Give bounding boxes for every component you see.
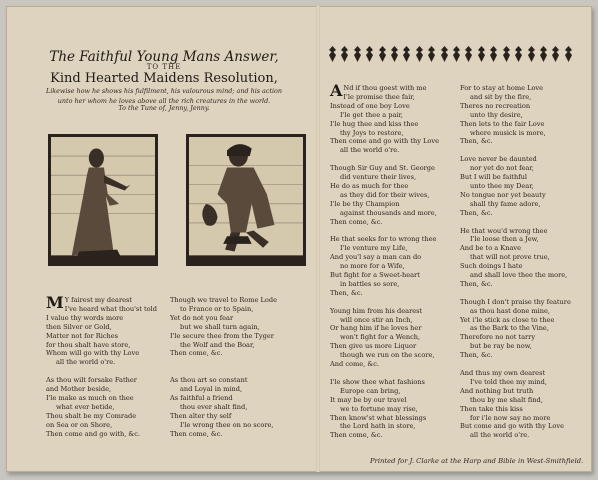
verse-line: But come and go with thy Love xyxy=(460,422,564,431)
verse-line: where musick is more, xyxy=(470,128,546,137)
verse-line: Instead of one boy Love xyxy=(330,101,410,110)
verse-line: all the world o're. xyxy=(56,358,116,367)
verse-line: then Silver or Gold, xyxy=(46,322,112,331)
verse-column-2 xyxy=(170,296,310,439)
verse-line: Yet do not you fear xyxy=(170,313,234,322)
verse-line: Then alter thy self xyxy=(170,411,232,420)
verse-line: nor yet do not fear, xyxy=(470,164,534,173)
fleuron-icon xyxy=(340,46,349,62)
verse-line: unto thy desire, xyxy=(470,110,523,119)
verse-line: It may be by our travel xyxy=(330,395,407,404)
verse-line: Therefore no not tarry xyxy=(460,333,536,342)
verse-line: And come, &c. xyxy=(330,360,379,369)
verse-line xyxy=(170,358,310,367)
verse-line xyxy=(170,367,310,376)
verse-line: for i'le now say no more xyxy=(470,413,551,422)
verse-line: in battles so sore, xyxy=(340,279,400,288)
fleuron-icon xyxy=(477,46,486,62)
verse-line: I'le be thy Champion xyxy=(330,199,400,208)
verse-line: I've heard what thou'st told xyxy=(64,304,157,313)
verse-line: Then come and go with thy Love xyxy=(330,137,440,146)
verse-line: And nothing but truth xyxy=(460,386,534,395)
man-figure-icon xyxy=(189,137,303,263)
verse-line: Thou shalt be my Comrade xyxy=(46,411,137,420)
verse-line: I'le get thee a pair, xyxy=(340,110,404,119)
verse-line: Though I don't praise thy feature xyxy=(460,297,571,306)
verse-line: Then lets to the fair Love xyxy=(460,119,545,128)
verse-line: but be ray be now, xyxy=(470,342,532,351)
verse-line: Matter not for Riches xyxy=(46,331,119,340)
verse-column-3 xyxy=(330,81,458,440)
verse-line: Then come, &c. xyxy=(330,431,383,440)
verse-line: as they did for their wives, xyxy=(340,190,430,199)
verse-line: For to stay at home Love xyxy=(460,84,544,92)
verse-line: Then know'st what blessings xyxy=(330,413,427,422)
verse-line: Then take this kiss xyxy=(460,404,523,413)
verse-line: unto thee my Dear, xyxy=(470,181,534,190)
verse-line: the Lord hath in store, xyxy=(340,422,416,431)
fleuron-icon xyxy=(527,46,536,62)
verse-line xyxy=(330,298,458,307)
verse-line: Then come, &c. xyxy=(170,429,223,438)
verse-line: that will not prove true, xyxy=(470,253,550,262)
verse-line: and Mother beside, xyxy=(46,385,112,394)
fleuron-icon xyxy=(427,46,436,62)
verse-line: against thousands and more, xyxy=(340,208,437,217)
verse-line: But fight for a Sweet-heart xyxy=(330,271,420,280)
fleuron-icon xyxy=(390,46,399,62)
title-main: The Faithful Young Mans Answer, xyxy=(49,49,279,65)
title-second: Kind Hearted Maidens Resolution, xyxy=(50,70,278,86)
left-page xyxy=(6,6,316,472)
verse-line: No tongue nor yet beauty xyxy=(460,190,546,199)
subtitle-line-2: unto her whom he loves above all the rich creatures in the world. xyxy=(57,97,271,106)
verse-line xyxy=(460,289,590,298)
verse-line: and shall love thee the more, xyxy=(470,271,568,280)
ballad-title-block xyxy=(16,50,312,112)
verse-line: Or hang him if he loves her xyxy=(330,324,422,333)
fleuron-icon xyxy=(402,46,411,62)
verse-line: Then come, &c. xyxy=(330,217,383,226)
verse-line: for thou shalt have store, xyxy=(46,340,131,349)
verse-line: to France or to Spain, xyxy=(180,304,254,313)
verse-line: I'le wrong thee on no score, xyxy=(180,420,274,429)
fleuron-icon xyxy=(328,46,337,62)
verse-line: thou by me shalt find, xyxy=(470,395,543,404)
verse-line: all the world o're. xyxy=(470,431,530,440)
verse-line: As thou wilt forsake Father xyxy=(46,376,137,385)
verse-line: but we shall turn again, xyxy=(180,322,260,331)
verse-line: what ever betide, xyxy=(56,402,115,411)
verse-line: all the world o're. xyxy=(340,146,400,155)
verse-line: Then come, &c. xyxy=(170,349,223,358)
verse-line: shall thy fame adore, xyxy=(470,199,541,208)
verse-line: I'le venture my Life, xyxy=(340,244,408,253)
verse-line: I've told thee my mind, xyxy=(470,377,547,386)
verse-line: But I will be faithful xyxy=(460,173,527,182)
verse-line: though we run on the score, xyxy=(340,351,435,360)
verse-line xyxy=(460,360,590,369)
verse-line: Love never be daunted xyxy=(460,155,537,164)
verse-line: Young him from his dearest xyxy=(330,306,423,315)
verse-line: won't fight for a Wench, xyxy=(340,333,421,342)
verse-line: I value thy words more xyxy=(46,313,124,322)
verse-line: Then come and go with, &c. xyxy=(46,429,141,438)
verse-line: thy Joys to restore, xyxy=(340,128,404,137)
verse-line: Europe can bring, xyxy=(340,386,401,395)
fleuron-icon xyxy=(365,46,374,62)
fleuron-icon xyxy=(551,46,560,62)
verse-line: I'le secure thee from the Tyger xyxy=(170,331,274,340)
fleuron-icon xyxy=(489,46,498,62)
verse-line: Yet i'le stick as close to thee xyxy=(460,315,555,324)
fleuron-icon xyxy=(378,46,387,62)
verse-line: Then, &c. xyxy=(460,137,493,146)
verse-column-4 xyxy=(460,84,590,440)
verse-line: thou ever shalt find, xyxy=(180,402,248,411)
verse-line: no more for a Wife, xyxy=(340,262,405,271)
verse-column-1 xyxy=(46,293,166,439)
verse-line: Though Sir Guy and St. George xyxy=(330,164,435,173)
verse-line: As thou art so constant xyxy=(170,376,248,385)
verse-line: He do as much for thee xyxy=(330,181,409,190)
verse-line: as thou hast done mine, xyxy=(470,306,550,315)
subtitle-line-1: Likewise how he shows his fulfilment, his valourous mind; and his action xyxy=(45,87,283,96)
drop-capital: M xyxy=(46,293,64,312)
verse-line xyxy=(330,369,458,378)
verse-line: Nd if thou goest with me xyxy=(343,84,427,92)
fleuron-icon xyxy=(539,46,548,62)
fleuron-icon xyxy=(415,46,424,62)
woman-figure-icon xyxy=(51,137,155,263)
tune-line: To the Tune of, Jenny, Jenny. xyxy=(118,104,210,113)
fleuron-icon xyxy=(514,46,523,62)
fleuron-icon xyxy=(502,46,511,62)
fleuron-icon xyxy=(452,46,461,62)
verse-line: I'le make as much on thee xyxy=(46,393,134,402)
verse-line: He that wou'd wrong thee xyxy=(460,226,548,235)
verse-line: As faithful a friend xyxy=(170,393,233,402)
verse-line: we to fortune may rise, xyxy=(340,404,418,413)
verse-line: I'le hug thee and kiss thee xyxy=(330,119,419,128)
verse-line xyxy=(330,227,458,236)
verse-line: Then, &c. xyxy=(330,288,363,297)
verse-line xyxy=(460,146,590,155)
verse-line: Then, &c. xyxy=(460,351,493,360)
title-to: TO THE xyxy=(146,63,182,72)
verse-line: as the Bark to the Vine, xyxy=(470,324,549,333)
verse-line: Then give us more Liquor xyxy=(330,342,417,351)
verse-line: And thus my own dearest xyxy=(460,369,546,377)
woodcut-woman xyxy=(48,134,158,266)
verse-line: Then, &c. xyxy=(460,279,493,288)
fleuron-icon xyxy=(564,46,573,62)
verse-line: Such doings I hate xyxy=(460,262,523,271)
verse-line: and Loyal in mind, xyxy=(180,385,243,394)
verse-line: Whom will go with thy Love xyxy=(46,349,140,358)
verse-line: I'le show thee what fashions xyxy=(330,377,425,386)
verse-line: He that seeks for to wrong thee xyxy=(330,235,437,244)
verse-line xyxy=(460,218,590,227)
verse-line: did venture their lives, xyxy=(340,173,417,182)
verse-line xyxy=(46,367,166,376)
verse-line: will once stir an Inch, xyxy=(340,315,413,324)
printer-imprint: Printed for J. Clarke at the Harp and Bible in West-Smithfield. xyxy=(370,457,584,465)
verse-line: Though we travel to Rome Lode xyxy=(170,296,278,304)
drop-capital: A xyxy=(330,81,343,100)
verse-line: Y fairest my dearest xyxy=(64,296,133,304)
fleuron-icon xyxy=(464,46,473,62)
verse-line: on Sea or on Shore, xyxy=(46,420,113,429)
ornament-border xyxy=(328,44,573,64)
broadside-sheet xyxy=(6,6,592,472)
woodcut-man xyxy=(186,134,306,266)
verse-line: I'le promise thee fair, xyxy=(343,92,415,101)
verse-line: And you'l say a man can do xyxy=(330,253,422,262)
verse-line: Then, &c. xyxy=(460,208,493,217)
verse-line: the Wolf and the Boar, xyxy=(180,340,255,349)
right-page xyxy=(320,6,592,472)
verse-line xyxy=(330,155,458,164)
fleuron-icon xyxy=(440,46,449,62)
verse-line: Theres no recreation xyxy=(460,101,531,110)
verse-line: And be to a Knave xyxy=(460,244,522,253)
verse-line: and sit by the fire, xyxy=(470,92,532,101)
verse-line: I'le loose then a Jew, xyxy=(470,235,539,244)
fleuron-icon xyxy=(353,46,362,62)
